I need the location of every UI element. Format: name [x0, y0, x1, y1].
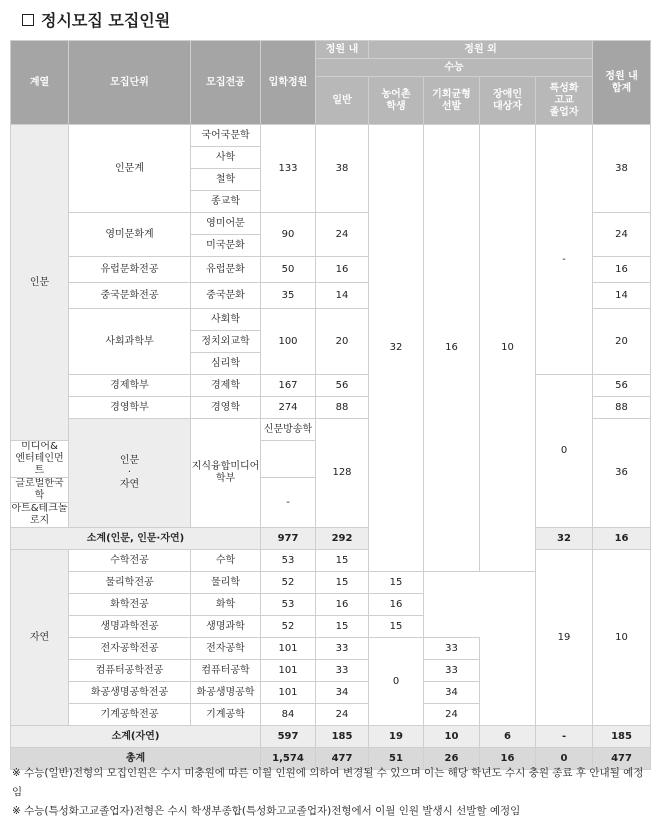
general-cell: 33: [316, 660, 369, 682]
major-cell: 화학: [191, 594, 261, 616]
major-cell: 종교학: [191, 191, 261, 213]
general-cell: 24: [316, 213, 369, 257]
art-special-dash-cell: -: [261, 478, 316, 528]
general-cell: 36: [593, 419, 651, 528]
header-out-quota: 정원 외: [369, 41, 593, 59]
general-cell: 15: [316, 616, 369, 638]
general-cell: 56: [316, 375, 369, 397]
total-cell: 15: [369, 572, 424, 594]
general-cell: 14: [316, 283, 369, 309]
total-cell: 33: [424, 660, 480, 682]
major-cell: 영미어문: [191, 213, 261, 235]
subtotal-hum-quota: 977: [261, 528, 316, 550]
title-text: 정시모집 모집인원: [41, 11, 171, 30]
header-in-quota: 정원 내: [316, 41, 369, 59]
unit-cell: 인문계: [69, 125, 191, 213]
quota-cell: 101: [261, 660, 316, 682]
header-quota: 입학정원: [261, 41, 316, 125]
major-cell: 기계공학: [191, 704, 261, 726]
general-cell: 15: [316, 550, 369, 572]
header-general: 일반: [316, 77, 369, 125]
major-cell: 신문방송학: [261, 419, 316, 441]
subtotal-nat-label: 소계(자연): [11, 726, 261, 748]
general-cell: 16: [316, 257, 369, 283]
unit-cell: 경영학부: [69, 397, 191, 419]
unit-cell: 사회과학부: [69, 309, 191, 375]
unit-cell: 지식융합미디어 학부: [191, 419, 261, 528]
major-cell: 생명과학: [191, 616, 261, 638]
grand-total-special: 0: [536, 748, 593, 770]
header-rural: 농어촌 학생: [369, 77, 424, 125]
grand-total-total: 477: [593, 748, 651, 770]
major-cell: 국어국문학: [191, 125, 261, 147]
quota-cell: 90: [261, 213, 316, 257]
unit-cell: 기계공학전공: [69, 704, 191, 726]
group-humanities: 인문: [11, 125, 69, 441]
major-cell: 중국문화: [191, 283, 261, 309]
total-cell: 16: [593, 257, 651, 283]
total-cell: 24: [424, 704, 480, 726]
quota-cell: 167: [261, 375, 316, 397]
major-cell: 수학: [191, 550, 261, 572]
section-title: [22, 8, 170, 31]
quota-cell: 53: [261, 550, 316, 572]
hum-special-zero-cell: 0: [536, 375, 593, 528]
grand-total-disabled: 16: [480, 748, 536, 770]
unit-cell: 유럽문화전공: [69, 257, 191, 283]
total-cell: 33: [424, 638, 480, 660]
header-suneung: 수능: [316, 59, 593, 77]
footnotes: [12, 764, 652, 821]
quota-cell: 128: [316, 419, 369, 528]
general-cell: 38: [316, 125, 369, 213]
total-cell: 16: [369, 594, 424, 616]
major-cell: 사학: [191, 147, 261, 169]
admission-quota-table: [10, 40, 651, 770]
major-cell: 사회학: [191, 309, 261, 331]
major-cell: 철학: [191, 169, 261, 191]
hum-rural-cell: 32: [369, 125, 424, 572]
subtotal-hum-rural: 32: [536, 528, 593, 550]
quota-cell: 133: [261, 125, 316, 213]
major-cell: 경제학: [191, 375, 261, 397]
grand-total-quota: 1,574: [261, 748, 316, 770]
quota-cell: 35: [261, 283, 316, 309]
footnote: ※ 수능(특성화고교졸업자)전형은 수시 학생부종합(특성화고교졸업자)전형에서 이월 인원 발생시 선발할 예정임: [12, 805, 521, 817]
subtotal-nat-total: 185: [593, 726, 651, 748]
total-cell: 38: [593, 125, 651, 213]
unit-cell: 수학전공: [69, 550, 191, 572]
major-cell: 물리학: [191, 572, 261, 594]
header-category: 계열: [11, 41, 69, 125]
total-cell: 20: [593, 309, 651, 375]
unit-cell: 중국문화전공: [69, 283, 191, 309]
general-cell: 33: [316, 638, 369, 660]
general-cell: 24: [316, 704, 369, 726]
subtotal-hum-label: 소계(인문, 인문·자연): [11, 528, 261, 550]
subtotal-hum-equal: 16: [593, 528, 651, 550]
major-cell: 아트&테크놀로지: [11, 503, 68, 526]
nat-special-zero-cell: 0: [369, 638, 424, 726]
quota-cell: 53: [261, 594, 316, 616]
subtotal-nat-general: 185: [316, 726, 369, 748]
general-cell: 20: [316, 309, 369, 375]
unit-cell: 영미문화계: [69, 213, 191, 257]
total-cell: 34: [424, 682, 480, 704]
checkbox-square-icon: [22, 14, 34, 26]
quota-cell: 84: [261, 704, 316, 726]
header-special: 특성화 고교 졸업자: [536, 77, 593, 125]
total-cell: 15: [369, 616, 424, 638]
group-natural: 자연: [11, 550, 69, 726]
major-cell: 글로벌한국학: [11, 478, 69, 503]
subtotal-nat-special: -: [536, 726, 593, 748]
major-cell: 유럽문화: [191, 257, 261, 283]
hum-special-dash-cell: -: [536, 125, 593, 375]
grand-total-general: 477: [316, 748, 369, 770]
unit-cell: 경제학부: [69, 375, 191, 397]
hum-disabled-cell: 10: [480, 125, 536, 572]
nat-equal-cell: 10: [593, 550, 651, 726]
footnote: ※ 수능(일반)전형의 모집인원은 수시 미충원에 따른 이월 인원에 의하여 변경될 수 있으며 이는 해당 학년도 수시 충원 종료 후 안내될 예정임: [12, 767, 644, 798]
subtotal-nat-disabled: 6: [480, 726, 536, 748]
total-cell: 56: [593, 375, 651, 397]
unit-cell: 생명과학전공: [69, 616, 191, 638]
major-cell: 미국문화: [191, 235, 261, 257]
major-cell: 미디어& 엔터테인먼트: [11, 441, 69, 478]
grand-total-label: 총계: [11, 748, 261, 770]
header-total: 정원 내 합계: [593, 41, 651, 125]
major-cell: 컴퓨터공학: [191, 660, 261, 682]
quota-cell: 101: [261, 638, 316, 660]
header-major: 모집전공: [191, 41, 261, 125]
major-cell: 경영학: [191, 397, 261, 419]
header-disabled: 장애인 대상자: [480, 77, 536, 125]
subtotal-nat-rural: 19: [369, 726, 424, 748]
header-equal: 기회균형 선발: [424, 77, 480, 125]
quota-cell: 274: [261, 397, 316, 419]
general-cell: 15: [316, 572, 369, 594]
unit-cell: 컴퓨터공학전공: [69, 660, 191, 682]
general-cell: 88: [316, 397, 369, 419]
header-unit: 모집단위: [69, 41, 191, 125]
hum-equal-cell: 16: [424, 125, 480, 572]
subtotal-nat-quota: 597: [261, 726, 316, 748]
total-cell: 14: [593, 283, 651, 309]
general-cell: 16: [316, 594, 369, 616]
major-cell: 심리학: [191, 353, 261, 375]
general-cell: 34: [316, 682, 369, 704]
grand-total-rural: 51: [369, 748, 424, 770]
subtotal-nat-equal: 10: [424, 726, 480, 748]
major-cell: 화공생명공학: [191, 682, 261, 704]
major-cell: 정치외교학: [191, 331, 261, 353]
quota-cell: 50: [261, 257, 316, 283]
unit-cell: 전자공학전공: [69, 638, 191, 660]
subtotal-hum-general: 292: [316, 528, 369, 550]
major-cell: 전자공학: [191, 638, 261, 660]
quota-cell: 52: [261, 572, 316, 594]
quota-cell: 52: [261, 616, 316, 638]
unit-cell: 화학전공: [69, 594, 191, 616]
grand-total-equal: 26: [424, 748, 480, 770]
quota-cell: 100: [261, 309, 316, 375]
total-cell: 88: [593, 397, 651, 419]
total-cell: 24: [593, 213, 651, 257]
group-hum-nat: 인문 · 자연: [69, 419, 191, 528]
unit-cell: 물리학전공: [69, 572, 191, 594]
unit-cell: 화공생명공학전공: [69, 682, 191, 704]
nat-rural-cell: 19: [536, 550, 593, 726]
quota-cell: 101: [261, 682, 316, 704]
